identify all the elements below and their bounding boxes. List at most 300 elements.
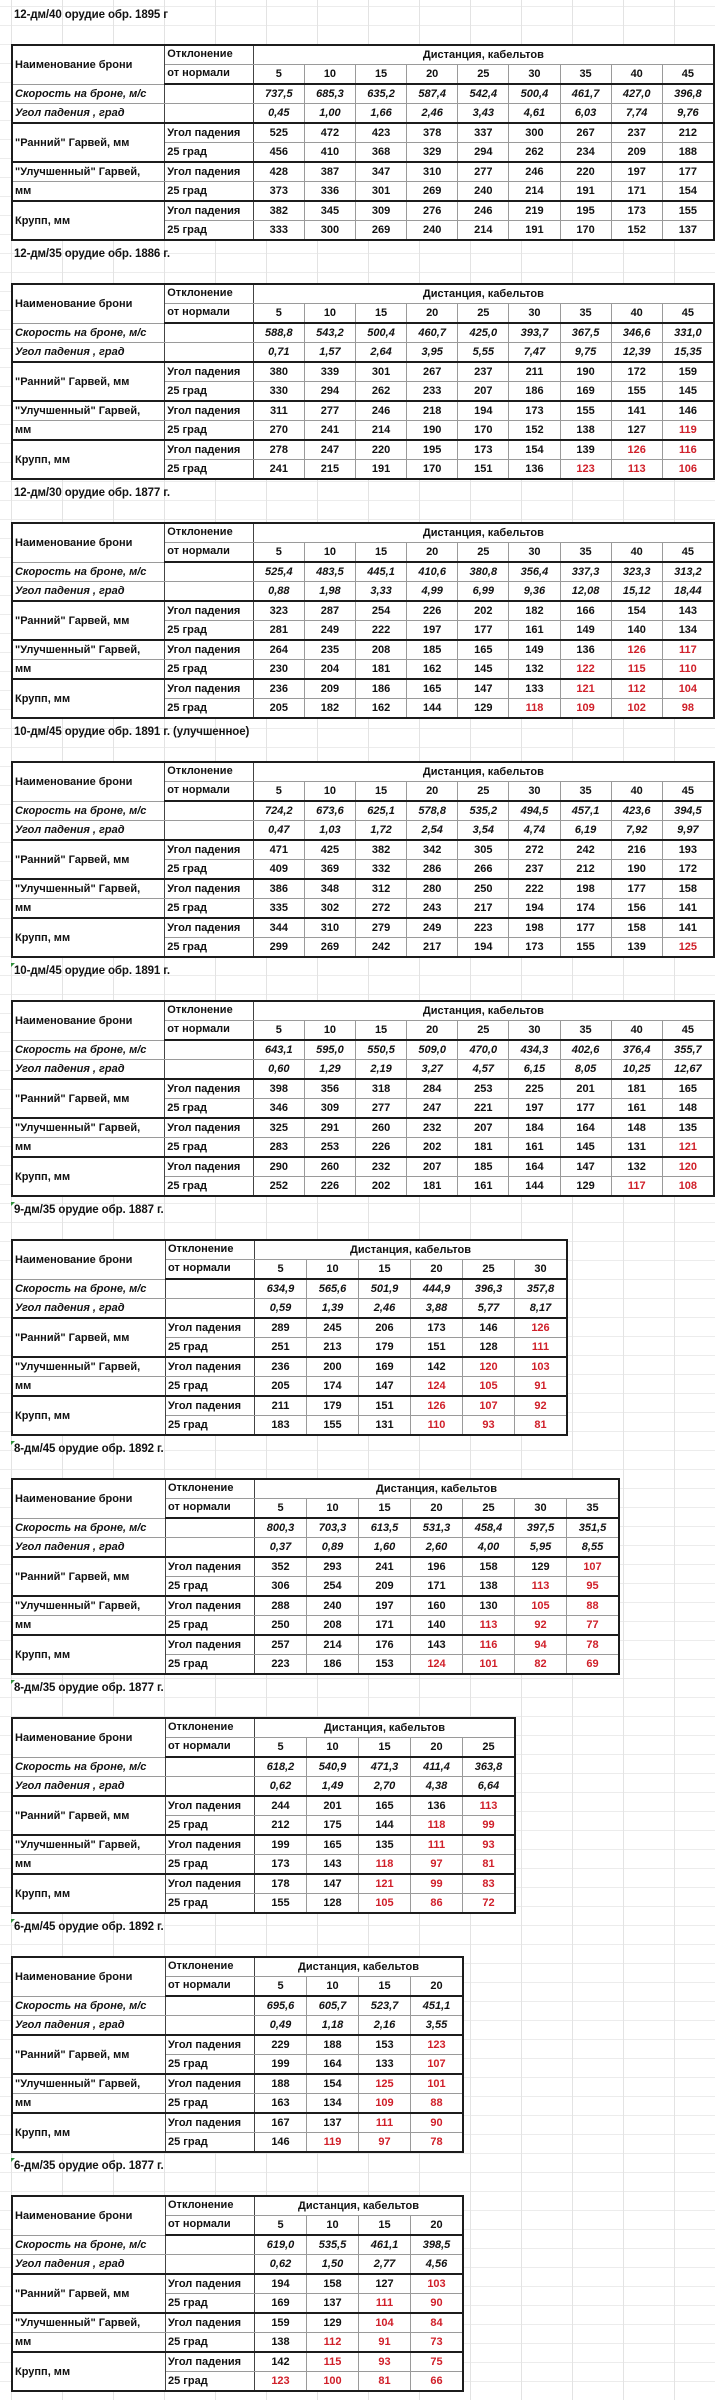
- value-cell[interactable]: 195: [407, 440, 458, 460]
- value-cell[interactable]: 226: [356, 1138, 407, 1158]
- value-cell[interactable]: 369: [304, 860, 355, 880]
- value-cell[interactable]: 207: [458, 1118, 509, 1138]
- value-cell[interactable]: 124: [411, 1655, 463, 1675]
- value-cell[interactable]: 246: [509, 162, 560, 182]
- value-cell[interactable]: 177: [662, 162, 714, 182]
- value-cell[interactable]: 8,17: [515, 1299, 568, 1319]
- value-cell[interactable]: 86: [411, 1894, 463, 1914]
- deg25-label[interactable]: 25 град: [165, 660, 254, 680]
- value-cell[interactable]: 223: [458, 918, 509, 938]
- impact-angle-label[interactable]: Угол падения: [165, 162, 254, 182]
- value-cell[interactable]: 269: [304, 938, 355, 958]
- value-cell[interactable]: 294: [304, 382, 355, 402]
- value-cell[interactable]: 183: [255, 1416, 307, 1436]
- value-cell[interactable]: 105: [515, 1596, 567, 1616]
- distance-header-cell[interactable]: 15: [359, 2216, 411, 2236]
- header-deviation-line2[interactable]: от нормали: [165, 65, 254, 85]
- empty-cell[interactable]: [165, 562, 254, 582]
- value-cell[interactable]: 164: [560, 1118, 611, 1138]
- value-cell[interactable]: 127: [359, 2274, 411, 2294]
- harvey-improved-label-line1[interactable]: "Улучшенный" Гарвей,: [12, 1357, 166, 1377]
- value-cell[interactable]: 257: [255, 1635, 307, 1655]
- value-cell[interactable]: 299: [253, 938, 304, 958]
- value-cell[interactable]: 313,2: [662, 562, 714, 582]
- value-cell[interactable]: 126: [611, 640, 662, 660]
- value-cell[interactable]: 310: [304, 918, 355, 938]
- value-cell[interactable]: 190: [560, 362, 611, 382]
- value-cell[interactable]: 135: [662, 1118, 714, 1138]
- value-cell[interactable]: 139: [560, 440, 611, 460]
- value-cell[interactable]: 356,4: [509, 562, 560, 582]
- header-distance[interactable]: Дистанция, кабельтов: [253, 45, 714, 65]
- value-cell[interactable]: 376,4: [611, 1040, 662, 1060]
- value-cell[interactable]: 8,05: [560, 1060, 611, 1080]
- value-cell[interactable]: 240: [307, 1596, 359, 1616]
- harvey-early-label[interactable]: "Ранний" Гарвей, мм: [12, 1557, 166, 1596]
- value-cell[interactable]: 154: [509, 440, 560, 460]
- value-cell[interactable]: 116: [662, 440, 714, 460]
- value-cell[interactable]: 355,7: [662, 1040, 714, 1060]
- header-deviation-line1[interactable]: Отклонение: [165, 762, 254, 782]
- impact-angle-label[interactable]: Угол падения: [166, 1796, 255, 1816]
- speed-label[interactable]: Скорость на броне, м/с: [12, 1757, 166, 1777]
- value-cell[interactable]: 110: [411, 1416, 463, 1436]
- value-cell[interactable]: 118: [359, 1855, 411, 1875]
- speed-label[interactable]: Скорость на броне, м/с: [12, 562, 165, 582]
- value-cell[interactable]: 279: [356, 918, 407, 938]
- distance-header-cell[interactable]: 10: [307, 1738, 359, 1758]
- krupp-label[interactable]: Крупп, мм: [12, 1157, 165, 1196]
- value-cell[interactable]: 151: [359, 1396, 411, 1416]
- value-cell[interactable]: 190: [407, 421, 458, 441]
- angle-label[interactable]: Угол падения , град: [12, 1299, 166, 1319]
- value-cell[interactable]: 0,62: [255, 2255, 307, 2275]
- distance-header-cell[interactable]: 30: [509, 782, 560, 802]
- value-cell[interactable]: 147: [560, 1157, 611, 1177]
- distance-header-cell[interactable]: 10: [304, 304, 355, 324]
- speed-label[interactable]: Скорость на броне, м/с: [12, 84, 165, 104]
- value-cell[interactable]: 193: [662, 840, 714, 860]
- deg25-label[interactable]: 25 град: [166, 2055, 255, 2075]
- harvey-improved-label-line2[interactable]: мм: [12, 660, 165, 680]
- header-armor-name[interactable]: Наименование брони: [12, 1240, 166, 1279]
- value-cell[interactable]: 147: [458, 679, 509, 699]
- value-cell[interactable]: 170: [407, 460, 458, 480]
- value-cell[interactable]: 137: [307, 2113, 359, 2133]
- value-cell[interactable]: 9,75: [560, 343, 611, 363]
- value-cell[interactable]: 177: [611, 879, 662, 899]
- value-cell[interactable]: 5,77: [463, 1299, 515, 1319]
- value-cell[interactable]: 167: [255, 2113, 307, 2133]
- gun-title[interactable]: 6-дм/35 орудие обр. 1877 г.: [12, 2160, 167, 2172]
- value-cell[interactable]: 147: [307, 1874, 359, 1894]
- value-cell[interactable]: 218: [407, 401, 458, 421]
- value-cell[interactable]: 625,1: [356, 801, 407, 821]
- distance-header-cell[interactable]: 5: [253, 304, 304, 324]
- value-cell[interactable]: 262: [356, 382, 407, 402]
- value-cell[interactable]: 149: [509, 640, 560, 660]
- deg25-label[interactable]: 25 град: [166, 2372, 255, 2392]
- distance-header-cell[interactable]: 20: [411, 1499, 463, 1519]
- value-cell[interactable]: 294: [458, 143, 509, 163]
- value-cell[interactable]: 347: [356, 162, 407, 182]
- krupp-label[interactable]: Крупп, мм: [12, 1635, 166, 1674]
- value-cell[interactable]: 270: [253, 421, 304, 441]
- value-cell[interactable]: 78: [411, 2133, 464, 2153]
- value-cell[interactable]: 456: [253, 143, 304, 163]
- angle-label[interactable]: Угол падения , град: [12, 2016, 166, 2036]
- impact-angle-label[interactable]: Угол падения: [165, 879, 254, 899]
- value-cell[interactable]: 0,71: [253, 343, 304, 363]
- value-cell[interactable]: 500,4: [356, 323, 407, 343]
- value-cell[interactable]: 112: [307, 2333, 359, 2353]
- distance-header-cell[interactable]: 15: [359, 1977, 411, 1997]
- harvey-early-label[interactable]: "Ранний" Гарвей, мм: [12, 362, 165, 401]
- distance-header-cell[interactable]: 10: [307, 1977, 359, 1997]
- value-cell[interactable]: 269: [407, 182, 458, 202]
- value-cell[interactable]: 2,46: [359, 1299, 411, 1319]
- value-cell[interactable]: 169: [359, 1357, 411, 1377]
- value-cell[interactable]: 173: [458, 440, 509, 460]
- value-cell[interactable]: 132: [611, 1157, 662, 1177]
- value-cell[interactable]: 107: [567, 1557, 620, 1577]
- impact-angle-label[interactable]: Угол падения: [166, 2113, 255, 2133]
- value-cell[interactable]: 283: [253, 1138, 304, 1158]
- distance-header-cell[interactable]: 40: [611, 543, 662, 563]
- value-cell[interactable]: 451,1: [411, 1996, 464, 2016]
- value-cell[interactable]: 494,5: [509, 801, 560, 821]
- value-cell[interactable]: 99: [411, 1874, 463, 1894]
- value-cell[interactable]: 500,4: [509, 84, 560, 104]
- value-cell[interactable]: 115: [611, 660, 662, 680]
- value-cell[interactable]: 185: [458, 1157, 509, 1177]
- value-cell[interactable]: 241: [304, 421, 355, 441]
- value-cell[interactable]: 535,5: [307, 2235, 359, 2255]
- value-cell[interactable]: 501,9: [359, 1279, 411, 1299]
- value-cell[interactable]: 128: [307, 1894, 359, 1914]
- value-cell[interactable]: 232: [356, 1157, 407, 1177]
- deg25-label[interactable]: 25 град: [166, 1616, 255, 1636]
- value-cell[interactable]: 212: [255, 1816, 307, 1836]
- header-distance[interactable]: Дистанция, кабельтов: [253, 284, 714, 304]
- deg25-label[interactable]: 25 град: [165, 899, 254, 919]
- value-cell[interactable]: 301: [356, 182, 407, 202]
- value-cell[interactable]: 1,39: [307, 1299, 359, 1319]
- value-cell[interactable]: 149: [560, 621, 611, 641]
- value-cell[interactable]: 260: [304, 1157, 355, 1177]
- header-distance[interactable]: Дистанция, кабельтов: [253, 1001, 714, 1021]
- distance-header-cell[interactable]: 5: [255, 2216, 307, 2236]
- value-cell[interactable]: 3,43: [458, 104, 509, 124]
- value-cell[interactable]: 287: [304, 601, 355, 621]
- header-distance[interactable]: Дистанция, кабельтов: [253, 762, 714, 782]
- distance-header-cell[interactable]: 15: [356, 1021, 407, 1041]
- value-cell[interactable]: 82: [515, 1655, 567, 1675]
- distance-header-cell[interactable]: 45: [662, 543, 714, 563]
- value-cell[interactable]: 197: [407, 621, 458, 641]
- value-cell[interactable]: 120: [662, 1157, 714, 1177]
- krupp-label[interactable]: Крупп, мм: [12, 2352, 166, 2391]
- value-cell[interactable]: 155: [307, 1416, 359, 1436]
- header-deviation-line1[interactable]: Отклонение: [166, 2196, 255, 2216]
- value-cell[interactable]: 1,66: [356, 104, 407, 124]
- header-distance[interactable]: Дистанция, кабельтов: [255, 1479, 620, 1499]
- value-cell[interactable]: 173: [509, 938, 560, 958]
- value-cell[interactable]: 236: [255, 1357, 307, 1377]
- value-cell[interactable]: 291: [304, 1118, 355, 1138]
- harvey-improved-label-line1[interactable]: "Улучшенный" Гарвей,: [12, 879, 165, 899]
- value-cell[interactable]: 427,0: [611, 84, 662, 104]
- value-cell[interactable]: 201: [560, 1079, 611, 1099]
- value-cell[interactable]: 346: [253, 1099, 304, 1119]
- value-cell[interactable]: 380: [253, 362, 304, 382]
- value-cell[interactable]: 144: [509, 1177, 560, 1197]
- value-cell[interactable]: 95: [567, 1577, 620, 1597]
- value-cell[interactable]: 1,72: [356, 821, 407, 841]
- value-cell[interactable]: 154: [611, 601, 662, 621]
- value-cell[interactable]: 249: [407, 918, 458, 938]
- value-cell[interactable]: 10,25: [611, 1060, 662, 1080]
- value-cell[interactable]: 105: [463, 1377, 515, 1397]
- value-cell[interactable]: 199: [255, 2055, 307, 2075]
- distance-header-cell[interactable]: 30: [509, 543, 560, 563]
- value-cell[interactable]: 173: [509, 401, 560, 421]
- value-cell[interactable]: 212: [560, 860, 611, 880]
- empty-cell[interactable]: [165, 1060, 254, 1080]
- value-cell[interactable]: 253: [304, 1138, 355, 1158]
- value-cell[interactable]: 237: [611, 123, 662, 143]
- empty-cell[interactable]: [165, 821, 254, 841]
- value-cell[interactable]: 247: [304, 440, 355, 460]
- value-cell[interactable]: 229: [255, 2035, 307, 2055]
- value-cell[interactable]: 135: [359, 1835, 411, 1855]
- value-cell[interactable]: 222: [356, 621, 407, 641]
- value-cell[interactable]: 202: [458, 601, 509, 621]
- value-cell[interactable]: 6,64: [463, 1777, 516, 1797]
- value-cell[interactable]: 402,6: [560, 1040, 611, 1060]
- impact-angle-label[interactable]: Угол падения: [166, 1835, 255, 1855]
- value-cell[interactable]: 124: [411, 1377, 463, 1397]
- value-cell[interactable]: 387: [304, 162, 355, 182]
- deg25-label[interactable]: 25 град: [165, 621, 254, 641]
- value-cell[interactable]: 333: [253, 221, 304, 241]
- value-cell[interactable]: 445,1: [356, 562, 407, 582]
- impact-angle-label[interactable]: Угол падения: [166, 1635, 255, 1655]
- value-cell[interactable]: 170: [458, 421, 509, 441]
- value-cell[interactable]: 724,2: [253, 801, 304, 821]
- value-cell[interactable]: 222: [509, 879, 560, 899]
- value-cell[interactable]: 213: [307, 1338, 359, 1358]
- value-cell[interactable]: 132: [509, 660, 560, 680]
- value-cell[interactable]: 141: [611, 401, 662, 421]
- distance-header-cell[interactable]: 15: [359, 1260, 411, 1280]
- value-cell[interactable]: 286: [407, 860, 458, 880]
- value-cell[interactable]: 209: [611, 143, 662, 163]
- distance-header-cell[interactable]: 25: [458, 543, 509, 563]
- value-cell[interactable]: 0,60: [253, 1060, 304, 1080]
- header-distance[interactable]: Дистанция, кабельтов: [255, 1957, 464, 1977]
- value-cell[interactable]: 543,2: [304, 323, 355, 343]
- gun-title[interactable]: 12-дм/40 орудие обр. 1895 г: [14, 9, 168, 21]
- value-cell[interactable]: 119: [662, 421, 714, 441]
- impact-angle-label[interactable]: Угол падения: [165, 1118, 254, 1138]
- deg25-label[interactable]: 25 град: [165, 460, 254, 480]
- value-cell[interactable]: 206: [359, 1318, 411, 1338]
- speed-label[interactable]: Скорость на броне, м/с: [12, 1279, 166, 1299]
- value-cell[interactable]: 174: [560, 899, 611, 919]
- value-cell[interactable]: 634,9: [255, 1279, 307, 1299]
- value-cell[interactable]: 305: [458, 840, 509, 860]
- value-cell[interactable]: 153: [359, 2035, 411, 2055]
- value-cell[interactable]: 161: [458, 1177, 509, 1197]
- value-cell[interactable]: 190: [611, 860, 662, 880]
- value-cell[interactable]: 209: [359, 1577, 411, 1597]
- value-cell[interactable]: 158: [662, 879, 714, 899]
- value-cell[interactable]: 1,50: [307, 2255, 359, 2275]
- value-cell[interactable]: 92: [515, 1396, 568, 1416]
- value-cell[interactable]: 357,8: [515, 1279, 568, 1299]
- value-cell[interactable]: 595,0: [304, 1040, 355, 1060]
- value-cell[interactable]: 81: [463, 1855, 516, 1875]
- value-cell[interactable]: 225: [509, 1079, 560, 1099]
- value-cell[interactable]: 152: [611, 221, 662, 241]
- value-cell[interactable]: 531,3: [411, 1518, 463, 1538]
- value-cell[interactable]: 177: [560, 1099, 611, 1119]
- value-cell[interactable]: 9,36: [509, 582, 560, 602]
- value-cell[interactable]: 113: [463, 1616, 515, 1636]
- impact-angle-label[interactable]: Угол падения: [165, 601, 254, 621]
- value-cell[interactable]: 118: [509, 699, 560, 719]
- value-cell[interactable]: 146: [463, 1318, 515, 1338]
- value-cell[interactable]: 147: [359, 1377, 411, 1397]
- value-cell[interactable]: 331,0: [662, 323, 714, 343]
- value-cell[interactable]: 121: [359, 1874, 411, 1894]
- value-cell[interactable]: 162: [407, 660, 458, 680]
- value-cell[interactable]: 323,3: [611, 562, 662, 582]
- value-cell[interactable]: 177: [560, 918, 611, 938]
- value-cell[interactable]: 339: [304, 362, 355, 382]
- empty-cell[interactable]: [165, 1040, 254, 1060]
- impact-angle-label[interactable]: Угол падения: [165, 123, 254, 143]
- impact-angle-label[interactable]: Угол падения: [166, 1596, 255, 1616]
- distance-header-cell[interactable]: 45: [662, 304, 714, 324]
- value-cell[interactable]: 323: [253, 601, 304, 621]
- value-cell[interactable]: 3,55: [411, 2016, 464, 2036]
- value-cell[interactable]: 398: [253, 1079, 304, 1099]
- value-cell[interactable]: 111: [515, 1338, 568, 1358]
- value-cell[interactable]: 398,5: [411, 2235, 464, 2255]
- value-cell[interactable]: 272: [509, 840, 560, 860]
- value-cell[interactable]: 219: [509, 201, 560, 221]
- value-cell[interactable]: 100: [307, 2372, 359, 2392]
- distance-header-cell[interactable]: 5: [253, 543, 304, 563]
- value-cell[interactable]: 223: [255, 1655, 307, 1675]
- value-cell[interactable]: 125: [662, 938, 714, 958]
- value-cell[interactable]: 525: [253, 123, 304, 143]
- value-cell[interactable]: 277: [356, 1099, 407, 1119]
- value-cell[interactable]: 7,47: [509, 343, 560, 363]
- distance-header-cell[interactable]: 5: [255, 1499, 307, 1519]
- value-cell[interactable]: 237: [458, 362, 509, 382]
- value-cell[interactable]: 311: [253, 401, 304, 421]
- value-cell[interactable]: 172: [611, 362, 662, 382]
- distance-header-cell[interactable]: 20: [411, 2216, 464, 2236]
- header-deviation-line2[interactable]: от нормали: [166, 1499, 255, 1519]
- value-cell[interactable]: 103: [515, 1357, 568, 1377]
- value-cell[interactable]: 458,4: [463, 1518, 515, 1538]
- value-cell[interactable]: 81: [359, 2372, 411, 2392]
- value-cell[interactable]: 9,76: [662, 104, 714, 124]
- value-cell[interactable]: 246: [458, 201, 509, 221]
- value-cell[interactable]: 289: [255, 1318, 307, 1338]
- value-cell[interactable]: 185: [407, 640, 458, 660]
- distance-header-cell[interactable]: 15: [359, 1738, 411, 1758]
- harvey-early-label[interactable]: "Ранний" Гарвей, мм: [12, 2274, 166, 2313]
- distance-header-cell[interactable]: 35: [560, 543, 611, 563]
- value-cell[interactable]: 226: [407, 601, 458, 621]
- krupp-label[interactable]: Крупп, мм: [12, 201, 165, 240]
- value-cell[interactable]: 117: [611, 1177, 662, 1197]
- deg25-label[interactable]: 25 град: [166, 1655, 255, 1675]
- distance-header-cell[interactable]: 25: [458, 65, 509, 85]
- value-cell[interactable]: 111: [359, 2113, 411, 2133]
- value-cell[interactable]: 300: [509, 123, 560, 143]
- value-cell[interactable]: 470,0: [458, 1040, 509, 1060]
- value-cell[interactable]: 107: [411, 2055, 464, 2075]
- value-cell[interactable]: 737,5: [253, 84, 304, 104]
- value-cell[interactable]: 245: [307, 1318, 359, 1338]
- value-cell[interactable]: 99: [463, 1816, 516, 1836]
- value-cell[interactable]: 346,6: [611, 323, 662, 343]
- distance-header-cell[interactable]: 25: [463, 1738, 516, 1758]
- value-cell[interactable]: 0,62: [255, 1777, 307, 1797]
- value-cell[interactable]: 205: [255, 1377, 307, 1397]
- value-cell[interactable]: 310: [407, 162, 458, 182]
- distance-header-cell[interactable]: 25: [458, 304, 509, 324]
- value-cell[interactable]: 69: [567, 1655, 620, 1675]
- angle-label[interactable]: Угол падения , град: [12, 1060, 165, 1080]
- distance-header-cell[interactable]: 40: [611, 304, 662, 324]
- value-cell[interactable]: 146: [662, 401, 714, 421]
- deg25-label[interactable]: 25 град: [165, 699, 254, 719]
- value-cell[interactable]: 78: [567, 1635, 620, 1655]
- header-deviation-line2[interactable]: от нормали: [166, 1738, 255, 1758]
- impact-angle-label[interactable]: Угол падения: [165, 918, 254, 938]
- value-cell[interactable]: 197: [509, 1099, 560, 1119]
- value-cell[interactable]: 542,4: [458, 84, 509, 104]
- value-cell[interactable]: 309: [356, 201, 407, 221]
- value-cell[interactable]: 409: [253, 860, 304, 880]
- header-armor-name[interactable]: Наименование брони: [12, 284, 165, 323]
- value-cell[interactable]: 139: [611, 938, 662, 958]
- value-cell[interactable]: 137: [307, 2294, 359, 2314]
- value-cell[interactable]: 284: [407, 1079, 458, 1099]
- value-cell[interactable]: 2,19: [356, 1060, 407, 1080]
- value-cell[interactable]: 246: [356, 401, 407, 421]
- deg25-label[interactable]: 25 град: [165, 1177, 254, 1197]
- value-cell[interactable]: 300: [304, 221, 355, 241]
- value-cell[interactable]: 7,74: [611, 104, 662, 124]
- value-cell[interactable]: 93: [359, 2352, 411, 2372]
- value-cell[interactable]: 181: [611, 1079, 662, 1099]
- deg25-label[interactable]: 25 град: [165, 182, 254, 202]
- value-cell[interactable]: 613,5: [359, 1518, 411, 1538]
- value-cell[interactable]: 293: [307, 1557, 359, 1577]
- krupp-label[interactable]: Крупп, мм: [12, 2113, 166, 2152]
- value-cell[interactable]: 176: [359, 1635, 411, 1655]
- deg25-label[interactable]: 25 град: [166, 1894, 255, 1914]
- value-cell[interactable]: 367,5: [560, 323, 611, 343]
